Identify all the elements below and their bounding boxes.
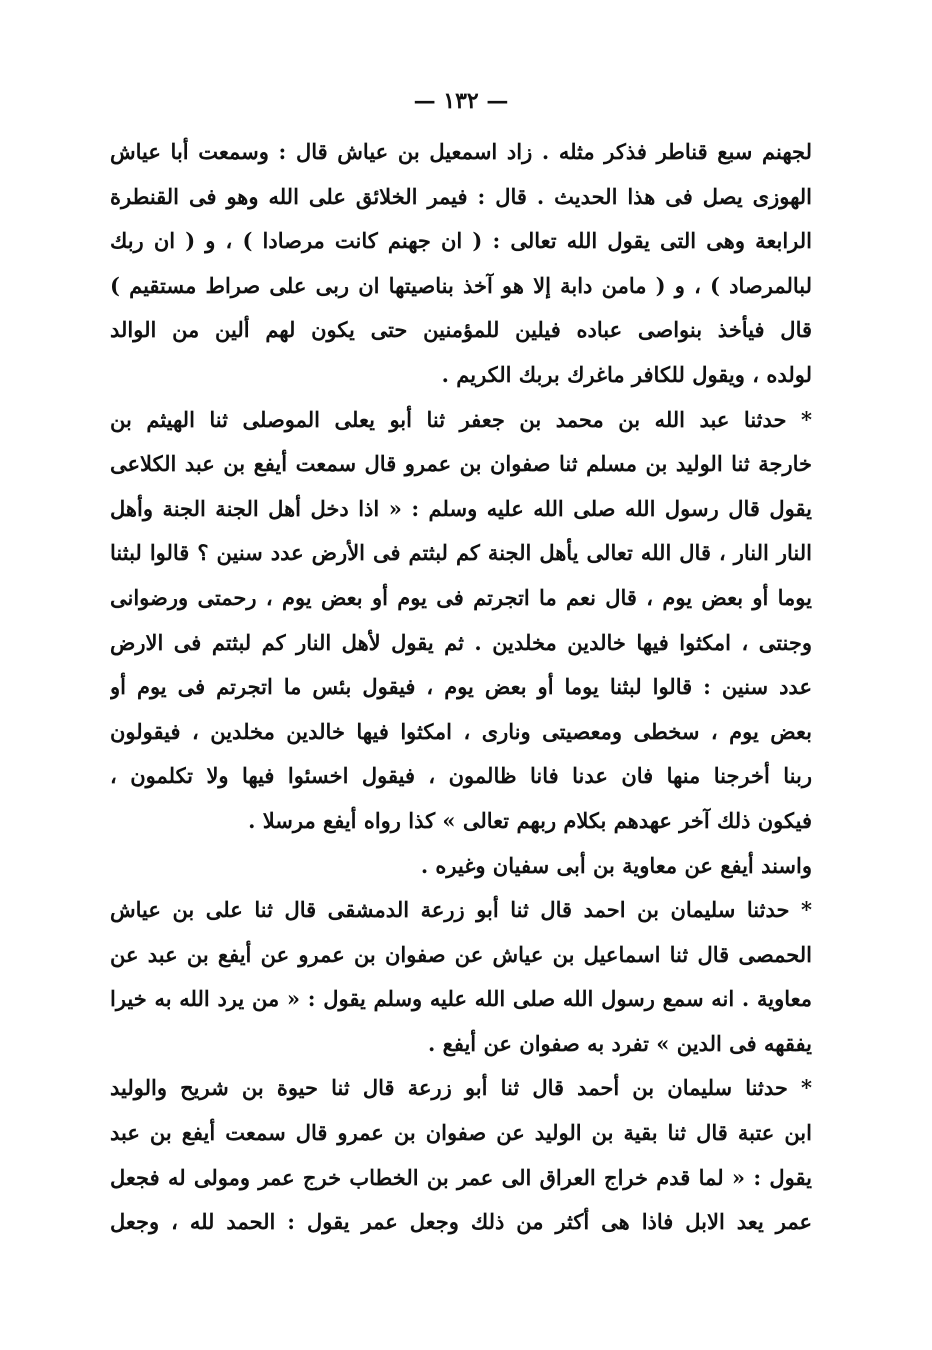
text-line: عمر يعد الابل فاذا هى أكثر من ذلك وجعل عمر يقول : الحمد لله ، وجعل [110,1209,812,1235]
page-body-text [110,130,812,1245]
text-line: يقول قال رسول الله صلى الله عليه وسلم : « اذا دخل أهل الجنة الجنة وأهل [110,495,812,521]
text-line: عدد سنين : قالوا لبثنا يوما أو بعض يوم ، فيقول بئس ما اتجرتم فى يوم أو [110,674,812,700]
text-line: * حدثنا سليمان بن أحمد قال ثنا أبو زرعة قال ثنا حيوة بن شريح والوليد [110,1075,812,1101]
text-line: وجنتى ، امكثوا فيها خالدين مخلدين . ثم يقول لأهل النار كم لبثتم فى الارض [110,629,812,655]
text-line: معاوية . انه سمع رسول الله صلى الله عليه وسلم يقول : « من يرد الله به خيرا [110,986,812,1012]
page-number: — ١٣٢ — [413,88,509,114]
text-line: الحمصى قال ثنا اسماعيل بن عياش عن صفوان بن عمرو عن أيفع بن عبد عن [110,941,812,967]
text-line: * حدثنا سليمان بن احمد قال ثنا أبو زرعة الدمشقى قال ثنا على بن عياش [110,897,812,923]
text-line: قال فيأخذ بنواصى عباده فيلين للمؤمنين حتى يكون لهم ألين من الوالد [110,317,812,343]
text-line: واسند أيفع عن معاوية بن أبى سفيان وغيره . [420,852,812,878]
text-line: ربنا أخرجنا منها فان عدنا فانا ظالمون ، فيقول اخسئوا فيها ولا تكلمون ، [110,763,812,789]
text-line: النار النار ، قال الله تعالى يأهل الجنة كم لبثتم فى الأرض عدد سنين ؟ قالوا لبثنا [110,540,812,566]
text-line: ابن عتبة قال ثنا بقية بن الوليد عن صفوان بن عمرو قال سمعت أيفع بن عبد [110,1120,812,1146]
text-line: لجهنم سبع قناطر فذكر مثله . زاد اسمعيل بن عياش قال : وسمعت أبا عياش [110,139,812,164]
text-line: * حدثنا عبد الله بن محمد بن جعفر ثنا أبو يعلى الموصلى ثنا الهيثم بن [110,406,812,432]
text-line: لولده ، ويقول للكافر ماغرك بربك الكريم . [441,361,812,387]
text-line: بعض يوم ، سخطى ومعصيتى ونارى ، امكثوا فيها خالدين مخلدين ، فيقولون [110,718,812,744]
text-line: يقول : « لما قدم خراج العراق الى عمر بن الخطاب خرج عمر ومولى له فجعل [110,1164,812,1190]
text-line: يوما أو بعض يوم ، قال نعم ما اتجرتم فى يوم أو بعض يوم ، رحمتى ورضوانى [110,584,812,610]
text-line: خارجة ثنا الوليد بن مسلم ثنا صفوان بن عمرو قال سمعت أيفع بن عبد الكلاعى [110,451,812,477]
text-line: الهوزى يصل فى هذا الحديث . قال : فيمر الخلائق على الله وهو فى القنطرة [110,183,812,209]
text-line: لبالمرصاد ) ، و ( مامن دابة إلا هو آخذ بناصيتها ان ربى على صراط مستقيم ) [110,272,812,298]
text-line: الرابعة وهى التى يقول الله تعالى : ( ان جهنم كانت مرصادا ) ، و ( ان ربك [110,228,812,254]
text-line: يفقهه فى الدين » تفرد به صفوان عن أيفع . [428,1030,812,1056]
text-line: فيكون ذلك آخر عهدهم بكلام ربهم تعالى » كذا رواه أيفع مرسلا . [248,807,812,833]
